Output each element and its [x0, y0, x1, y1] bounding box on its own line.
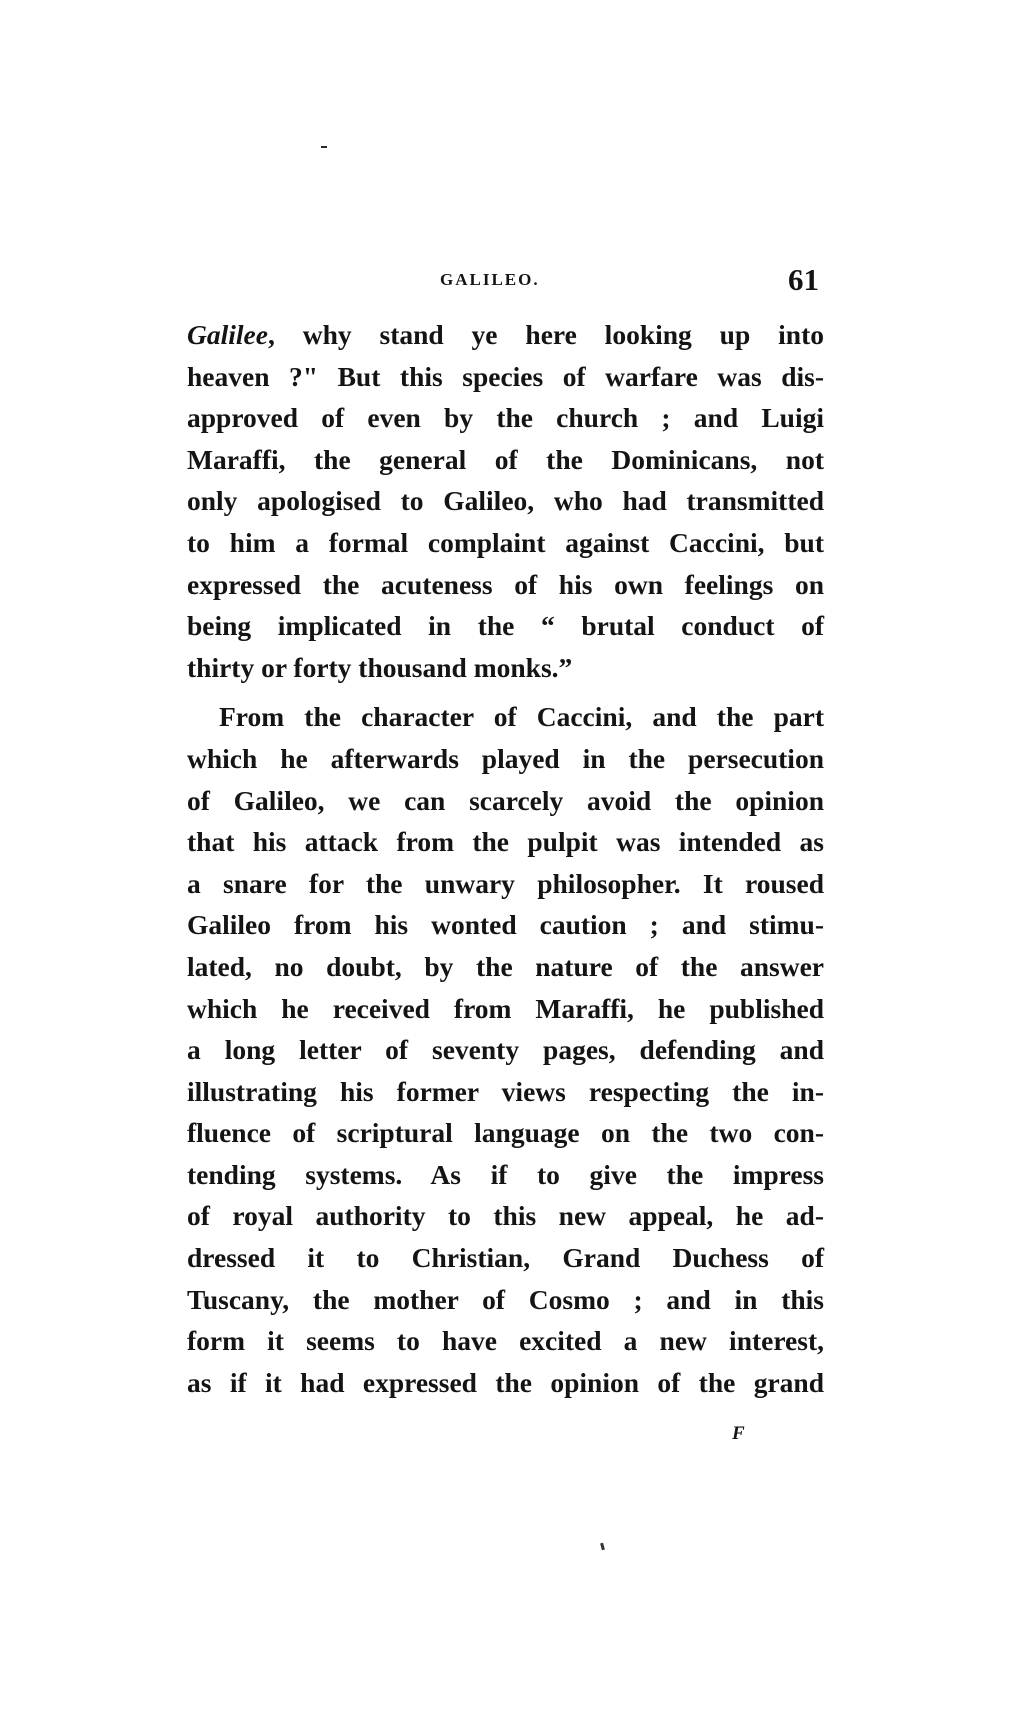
text-line: heaven ?" But this species of warfare was dis- — [187, 360, 824, 392]
text-line: a snare for the unwary philosopher. It roused — [187, 867, 824, 899]
text-line: Maraffi, the general of the Dominicans, not — [187, 443, 824, 475]
paragraph-2 — [187, 696, 824, 1403]
running-head — [0, 262, 1024, 302]
text-line: that his attack from the pulpit was intended as — [187, 826, 824, 858]
text-line: tending systems. As if to give the impress — [187, 1158, 824, 1190]
signature-mark: F — [732, 1423, 745, 1444]
running-title: GALILEO. — [440, 270, 540, 289]
text-line: Galileo from his wonted caution ; and stimu- — [187, 909, 824, 941]
text-line: approved of even by the church ; and Luigi — [187, 402, 824, 434]
text-line: which he received from Maraffi, he published — [187, 992, 824, 1024]
text-line: Tuscany, the mother of Cosmo ; and in this — [187, 1283, 824, 1315]
page-number: 61 — [788, 262, 819, 297]
text-line: expressed the acuteness of his own feelings on — [187, 568, 824, 600]
text-line: form it seems to have excited a new interest, — [187, 1325, 824, 1357]
text-line: of Galileo, we can scarcely avoid the opinion — [187, 784, 824, 816]
text-line: to him a formal complaint against Caccini, but — [187, 526, 824, 558]
ink-speck-bottom — [600, 1543, 605, 1551]
text-line: From the character of Caccini, and the part — [219, 701, 824, 733]
text-line: dressed it to Christian, Grand Duchess of — [187, 1242, 824, 1274]
text-line: lated, no doubt, by the nature of the answer — [187, 950, 824, 982]
body-text — [187, 314, 824, 1403]
text-line: a long letter of seventy pages, defending and — [187, 1034, 824, 1066]
text-line: as if it had expressed the opinion of the grand — [187, 1366, 824, 1398]
italic-word: Galilee — [187, 319, 268, 350]
ink-speck-top — [321, 146, 327, 148]
text-line: thirty or forty thousand monks.” — [187, 651, 573, 683]
text-line — [187, 314, 824, 356]
text-fragment: , why stand ye here looking up into — [267, 319, 824, 350]
text-line: of royal authority to this new appeal, he ad- — [187, 1200, 824, 1232]
text-line: only apologised to Galileo, who had transmitted — [187, 485, 824, 517]
paragraph-1 — [187, 314, 824, 688]
paragraph-gap — [187, 688, 824, 696]
text-line: illustrating his former views respecting the in- — [187, 1075, 824, 1107]
text-line: being implicated in the “ brutal conduct of — [187, 610, 824, 642]
text-line: which he afterwards played in the persecution — [187, 742, 824, 774]
text-line: fluence of scriptural language on the two con- — [187, 1117, 824, 1149]
